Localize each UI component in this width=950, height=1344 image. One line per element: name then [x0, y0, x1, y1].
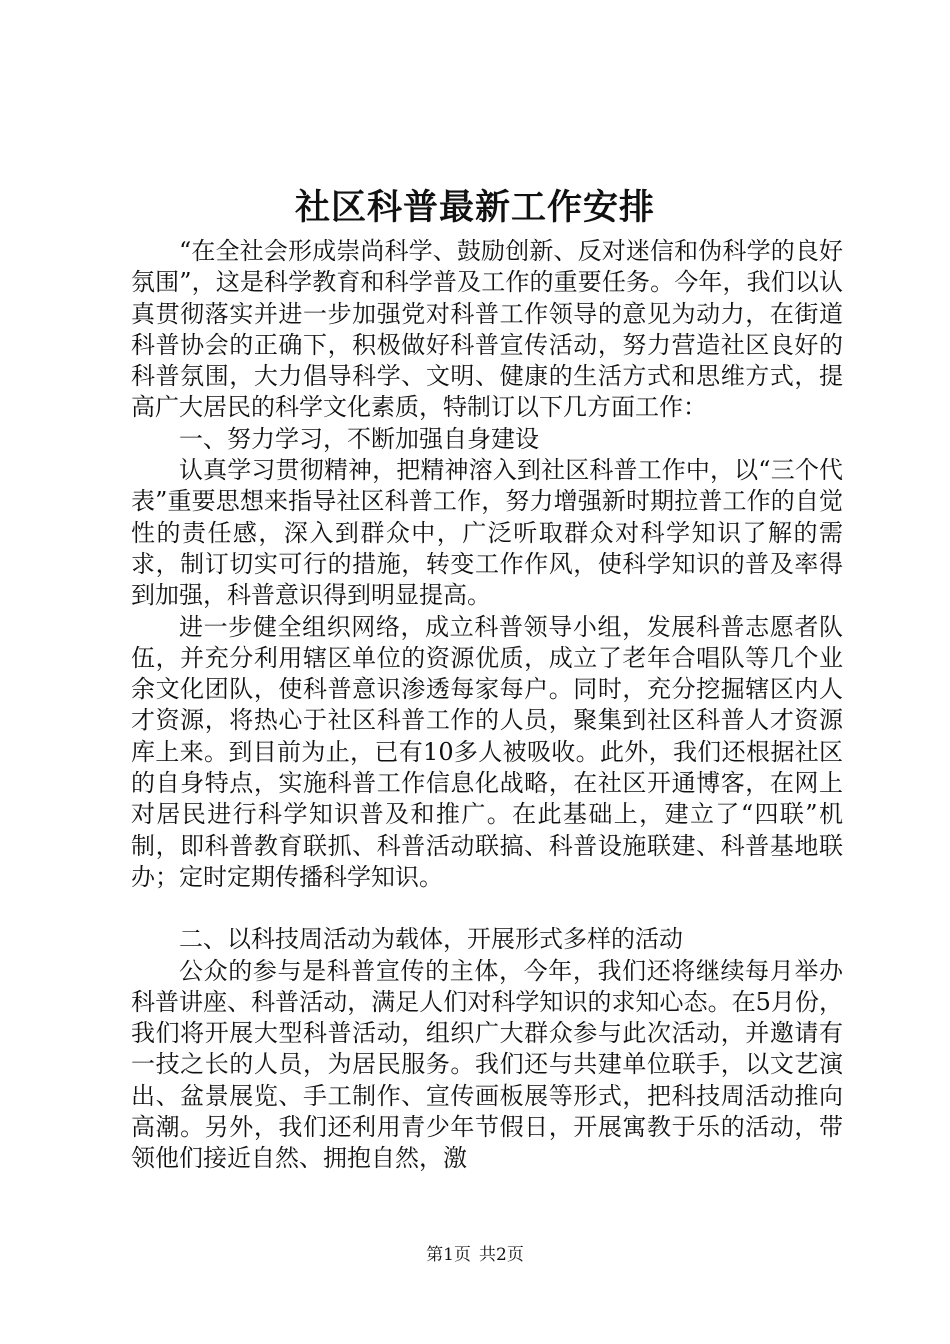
paragraph-3: 公众的参与是科普宣传的主体，今年，我们还将继续每月举办科普讲座、科普活动，满足人们对科学知识的求知心态。在5月份，我们将开展大型科普活动，组织广大群众参与此次活动，并邀请有一技之长的人员，为居民服务。我们还与共建单位联手，以文艺演出、盆景展览、手工制作、宣传画板展等形式，把科技周活动推向高潮。另外，我们还利用青少年节假日，开展寓教于乐的活动，带领他们接近自然、拥抱自然，激 [131, 956, 843, 1173]
section-heading-2: 二、以科技周活动为载体，开展形式多样的活动 [179, 925, 683, 954]
paragraph-1: 认真学习贯彻精神，把精神溶入到社区科普工作中，以“三个代表”重要思想来指导社区科普工作，努力增强新时期拉普工作的自觉性的责任感，深入到群众中，广泛听取群众对科学知识了解的需求，制订切实可行的措施，转变工作作风，使科学知识的普及率得到加强，科普意识得到明显提高。 [131, 456, 843, 610]
document-body [131, 236, 843, 1175]
page-number: 第1页 [426, 1245, 471, 1265]
page-footer [0, 1244, 950, 1266]
document-title: 社区科普最新工作安排 [294, 187, 655, 228]
page-total: 共2页 [479, 1245, 524, 1265]
section-heading-1: 一、努力学习，不断加强自身建设 [179, 424, 539, 453]
paragraph-intro: “在全社会形成崇尚科学、鼓励创新、反对迷信和伪科学的良好氛围”，这是科学教育和科学普及工作的重要任务。今年，我们以认真贯彻落实并进一步加强党对科普工作领导的意见为动力，在街道科普协会的正确下，积极做好科普宣传活动，努力营造社区良好的科普氛围，大力倡导科学、文明、健康的生活方式和思维方式，提高广大居民的科学文化素质，特制订以下几方面工作： [131, 237, 843, 422]
paragraph-2: 进一步健全组织网络，成立科普领导小组，发展科普志愿者队伍，并充分利用辖区单位的资源优质，成立了老年合唱队等几个业余文化团队，使科普意识渗透每家每户。同时，充分挖掘辖区内人才资源，将热心于社区科普工作的人员，聚集到社区科普人才资源库上来。到目前为止，已有10多人被吸收。此外，我们还根据社区的自身特点，实施科普工作信息化战略，在社区开通博客，在网上对居民进行科学知识普及和推广。在此基础上，建立了“四联”机制，即科普教育联抓、科普活动联搞、科普设施联建、科普基地联办；定时定期传播科学知识。 [131, 612, 843, 891]
